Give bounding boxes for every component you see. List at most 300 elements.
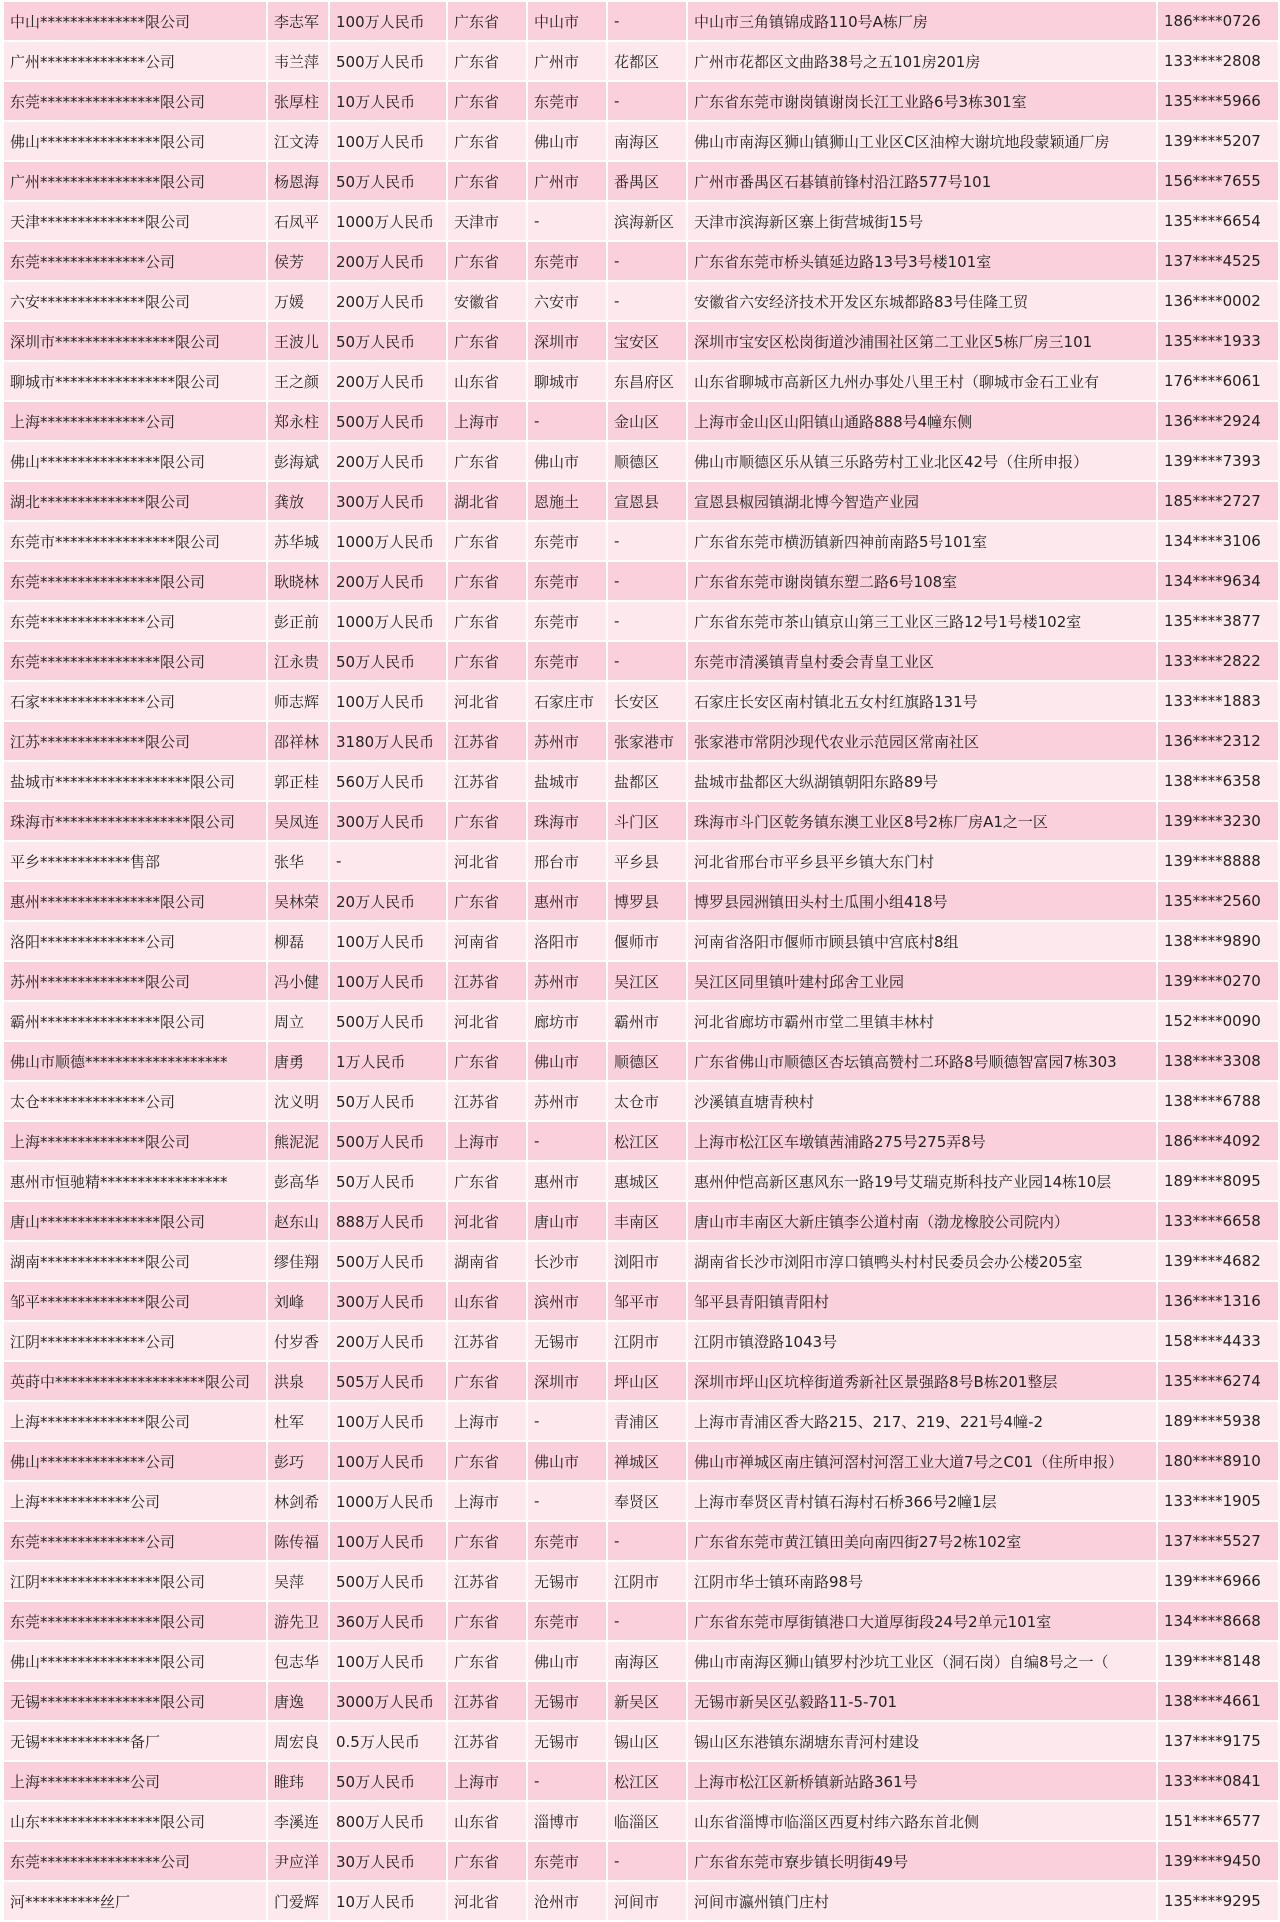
address-cell: 张家港市常阴沙现代农业示范园区常南社区: [687, 721, 1157, 761]
province-cell: 广东省: [447, 1641, 527, 1681]
reg-capital-cell: 30万人民币: [329, 1841, 447, 1881]
city-cell: 无锡市: [527, 1321, 607, 1361]
district-cell: 丰南区: [607, 1201, 687, 1241]
district-cell: 新吴区: [607, 1681, 687, 1721]
address-cell: 广东省东莞市茶山镇京山第三工业区三路12号1号楼102室: [687, 601, 1157, 641]
legal-rep-cell: 邵祥林: [267, 721, 329, 761]
table-row: [3, 761, 1279, 801]
district-cell: -: [607, 601, 687, 641]
table-row: [3, 1001, 1279, 1041]
province-cell: 广东省: [447, 161, 527, 201]
city-cell: 广州市: [527, 161, 607, 201]
city-cell: 惠州市: [527, 1161, 607, 1201]
district-cell: 盐都区: [607, 761, 687, 801]
reg-capital-cell: 200万人民币: [329, 561, 447, 601]
legal-rep-cell: 彭高华: [267, 1161, 329, 1201]
address-cell: 河北省邢台市平乡县平乡镇大东门村: [687, 841, 1157, 881]
reg-capital-cell: 888万人民币: [329, 1201, 447, 1241]
reg-capital-cell: 10万人民币: [329, 81, 447, 121]
address-cell: 邹平县青阳镇青阳村: [687, 1281, 1157, 1321]
table-row: [3, 641, 1279, 681]
company-name-cell: 广州****************限公司: [3, 161, 267, 201]
phone-cell: 136****1316: [1157, 1281, 1279, 1321]
table-row: [3, 921, 1279, 961]
reg-capital-cell: 500万人民币: [329, 1241, 447, 1281]
phone-cell: 139****8888: [1157, 841, 1279, 881]
legal-rep-cell: 唐勇: [267, 1041, 329, 1081]
district-cell: 博罗县: [607, 881, 687, 921]
province-cell: 广东省: [447, 41, 527, 81]
district-cell: -: [607, 81, 687, 121]
phone-cell: 135****6654: [1157, 201, 1279, 241]
city-cell: 佛山市: [527, 1041, 607, 1081]
reg-capital-cell: 300万人民币: [329, 801, 447, 841]
city-cell: 佛山市: [527, 1641, 607, 1681]
city-cell: -: [527, 1121, 607, 1161]
district-cell: 偃师市: [607, 921, 687, 961]
city-cell: 佛山市: [527, 1441, 607, 1481]
district-cell: 花都区: [607, 41, 687, 81]
company-name-cell: 霸州****************限公司: [3, 1001, 267, 1041]
reg-capital-cell: 360万人民币: [329, 1601, 447, 1641]
phone-cell: 189****5938: [1157, 1401, 1279, 1441]
address-cell: 广东省东莞市横沥镇新四神前南路5号101室: [687, 521, 1157, 561]
phone-cell: 138****4661: [1157, 1681, 1279, 1721]
province-cell: 广东省: [447, 1601, 527, 1641]
phone-cell: 139****7393: [1157, 441, 1279, 481]
company-name-cell: 广州**************公司: [3, 41, 267, 81]
company-name-cell: 英莳中********************限公司: [3, 1361, 267, 1401]
legal-rep-cell: 缪佳翔: [267, 1241, 329, 1281]
company-name-cell: 山东****************限公司: [3, 1801, 267, 1841]
province-cell: 上海市: [447, 1401, 527, 1441]
company-name-cell: 东莞**************公司: [3, 241, 267, 281]
city-cell: 东莞市: [527, 641, 607, 681]
legal-rep-cell: 赵东山: [267, 1201, 329, 1241]
reg-capital-cell: 100万人民币: [329, 1441, 447, 1481]
province-cell: 江苏省: [447, 1081, 527, 1121]
address-cell: 安徽省六安经济技术开发区东城都路83号佳隆工贸: [687, 281, 1157, 321]
reg-capital-cell: 1000万人民币: [329, 1481, 447, 1521]
city-cell: 唐山市: [527, 1201, 607, 1241]
table-row: [3, 1841, 1279, 1881]
table-row: [3, 361, 1279, 401]
city-cell: -: [527, 1481, 607, 1521]
phone-cell: 134****8668: [1157, 1601, 1279, 1641]
reg-capital-cell: 200万人民币: [329, 241, 447, 281]
district-cell: -: [607, 1521, 687, 1561]
province-cell: 河南省: [447, 921, 527, 961]
phone-cell: 133****1905: [1157, 1481, 1279, 1521]
district-cell: 浏阳市: [607, 1241, 687, 1281]
phone-cell: 138****6788: [1157, 1081, 1279, 1121]
city-cell: 六安市: [527, 281, 607, 321]
company-name-cell: 无锡****************限公司: [3, 1681, 267, 1721]
reg-capital-cell: 1000万人民币: [329, 521, 447, 561]
table-row: [3, 1761, 1279, 1801]
table-row: [3, 1521, 1279, 1561]
company-name-cell: 洛阳**************公司: [3, 921, 267, 961]
table-row: [3, 1281, 1279, 1321]
table-row: [3, 481, 1279, 521]
phone-cell: 133****2822: [1157, 641, 1279, 681]
district-cell: 松江区: [607, 1761, 687, 1801]
province-cell: 河北省: [447, 1201, 527, 1241]
district-cell: 金山区: [607, 401, 687, 441]
province-cell: 上海市: [447, 401, 527, 441]
legal-rep-cell: 江永贵: [267, 641, 329, 681]
district-cell: -: [607, 521, 687, 561]
province-cell: 江苏省: [447, 761, 527, 801]
company-name-cell: 湖南**************限公司: [3, 1241, 267, 1281]
legal-rep-cell: 杨恩海: [267, 161, 329, 201]
table-row: [3, 881, 1279, 921]
table-row: [3, 1881, 1279, 1921]
district-cell: 锡山区: [607, 1721, 687, 1761]
company-name-cell: 东莞**************公司: [3, 1521, 267, 1561]
city-cell: 东莞市: [527, 1841, 607, 1881]
legal-rep-cell: 王之颜: [267, 361, 329, 401]
district-cell: 禅城区: [607, 1441, 687, 1481]
table-row: [3, 1561, 1279, 1601]
table-row: [3, 1081, 1279, 1121]
legal-rep-cell: 郑永柱: [267, 401, 329, 441]
district-cell: 河间市: [607, 1881, 687, 1921]
reg-capital-cell: 500万人民币: [329, 1121, 447, 1161]
table-row: [3, 721, 1279, 761]
legal-rep-cell: 李志军: [267, 1, 329, 41]
reg-capital-cell: 1000万人民币: [329, 201, 447, 241]
province-cell: 江苏省: [447, 1561, 527, 1601]
reg-capital-cell: 800万人民币: [329, 1801, 447, 1841]
table-row: [3, 561, 1279, 601]
city-cell: 邢台市: [527, 841, 607, 881]
phone-cell: 186****4092: [1157, 1121, 1279, 1161]
address-cell: 佛山市禅城区南庄镇河滘村河滘工业大道7号之C01（住所申报）: [687, 1441, 1157, 1481]
province-cell: 江苏省: [447, 1721, 527, 1761]
province-cell: 广东省: [447, 1361, 527, 1401]
phone-cell: 137****5527: [1157, 1521, 1279, 1561]
company-name-cell: 天津**************限公司: [3, 201, 267, 241]
address-cell: 广东省东莞市厚街镇港口大道厚街段24号2单元101室: [687, 1601, 1157, 1641]
legal-rep-cell: 游先卫: [267, 1601, 329, 1641]
city-cell: 无锡市: [527, 1681, 607, 1721]
table-row: [3, 201, 1279, 241]
address-cell: 河南省洛阳市偃师市顾县镇中宫底村8组: [687, 921, 1157, 961]
district-cell: 东昌府区: [607, 361, 687, 401]
address-cell: 江阴市华士镇环南路98号: [687, 1561, 1157, 1601]
district-cell: -: [607, 1841, 687, 1881]
legal-rep-cell: 杜军: [267, 1401, 329, 1441]
district-cell: 临淄区: [607, 1801, 687, 1841]
district-cell: 张家港市: [607, 721, 687, 761]
reg-capital-cell: 0.5万人民币: [329, 1721, 447, 1761]
city-cell: 洛阳市: [527, 921, 607, 961]
company-name-cell: 六安**************限公司: [3, 281, 267, 321]
address-cell: 上海市金山区山阳镇山通路888号4幢东侧: [687, 401, 1157, 441]
address-cell: 广州市花都区文曲路38号之五101房201房: [687, 41, 1157, 81]
city-cell: 无锡市: [527, 1561, 607, 1601]
address-cell: 深圳市坪山区坑梓街道秀新社区景强路8号B栋201整层: [687, 1361, 1157, 1401]
city-cell: 佛山市: [527, 121, 607, 161]
district-cell: 番禺区: [607, 161, 687, 201]
table-row: [3, 1601, 1279, 1641]
province-cell: 广东省: [447, 641, 527, 681]
reg-capital-cell: 200万人民币: [329, 361, 447, 401]
district-cell: 顺德区: [607, 1041, 687, 1081]
reg-capital-cell: 300万人民币: [329, 481, 447, 521]
legal-rep-cell: 郭正桂: [267, 761, 329, 801]
city-cell: 东莞市: [527, 1521, 607, 1561]
address-cell: 天津市滨海新区寨上街营城街15号: [687, 201, 1157, 241]
company-name-cell: 湖北**************限公司: [3, 481, 267, 521]
phone-cell: 135****3877: [1157, 601, 1279, 641]
city-cell: 佛山市: [527, 441, 607, 481]
company-name-cell: 河**********丝厂: [3, 1881, 267, 1921]
company-name-cell: 惠州市恒驰精*****************: [3, 1161, 267, 1201]
city-cell: 廊坊市: [527, 1001, 607, 1041]
company-name-cell: 东莞****************限公司: [3, 1601, 267, 1641]
legal-rep-cell: 刘峰: [267, 1281, 329, 1321]
company-name-cell: 上海************公司: [3, 1481, 267, 1521]
address-cell: 山东省聊城市高新区九州办事处八里王村（聊城市金石工业有: [687, 361, 1157, 401]
province-cell: 广东省: [447, 561, 527, 601]
phone-cell: 136****2312: [1157, 721, 1279, 761]
table-row: [3, 321, 1279, 361]
reg-capital-cell: 100万人民币: [329, 681, 447, 721]
phone-cell: 138****3308: [1157, 1041, 1279, 1081]
table-row: [3, 161, 1279, 201]
reg-capital-cell: 1万人民币: [329, 1041, 447, 1081]
province-cell: 广东省: [447, 1161, 527, 1201]
legal-rep-cell: 彭巧: [267, 1441, 329, 1481]
legal-rep-cell: 冯小健: [267, 961, 329, 1001]
district-cell: 江阴市: [607, 1561, 687, 1601]
phone-cell: 139****4682: [1157, 1241, 1279, 1281]
province-cell: 广东省: [447, 1521, 527, 1561]
legal-rep-cell: 付岁香: [267, 1321, 329, 1361]
province-cell: 广东省: [447, 521, 527, 561]
phone-cell: 135****5966: [1157, 81, 1279, 121]
district-cell: 南海区: [607, 121, 687, 161]
table-row: [3, 801, 1279, 841]
legal-rep-cell: 门爱辉: [267, 1881, 329, 1921]
district-cell: 江阴市: [607, 1321, 687, 1361]
province-cell: 上海市: [447, 1121, 527, 1161]
reg-capital-cell: 100万人民币: [329, 921, 447, 961]
legal-rep-cell: 张华: [267, 841, 329, 881]
province-cell: 安徽省: [447, 281, 527, 321]
company-name-cell: 石家**************公司: [3, 681, 267, 721]
district-cell: 松江区: [607, 1121, 687, 1161]
table-row: [3, 1241, 1279, 1281]
reg-capital-cell: 500万人民币: [329, 41, 447, 81]
reg-capital-cell: 100万人民币: [329, 1521, 447, 1561]
phone-cell: 136****2924: [1157, 401, 1279, 441]
legal-rep-cell: 苏华城: [267, 521, 329, 561]
address-cell: 广东省东莞市黄江镇田美向南四街27号2栋102室: [687, 1521, 1157, 1561]
legal-rep-cell: 王波儿: [267, 321, 329, 361]
city-cell: 滨州市: [527, 1281, 607, 1321]
phone-cell: 138****9890: [1157, 921, 1279, 961]
phone-cell: 139****0270: [1157, 961, 1279, 1001]
phone-cell: 158****4433: [1157, 1321, 1279, 1361]
company-name-cell: 佛山市顺德*******************: [3, 1041, 267, 1081]
reg-capital-cell: 50万人民币: [329, 161, 447, 201]
district-cell: 太仓市: [607, 1081, 687, 1121]
legal-rep-cell: 吴林荣: [267, 881, 329, 921]
company-table: [2, 0, 1280, 1922]
legal-rep-cell: 洪泉: [267, 1361, 329, 1401]
reg-capital-cell: 20万人民币: [329, 881, 447, 921]
table-row: [3, 1401, 1279, 1441]
address-cell: 东莞市清溪镇青皇村委会青皇工业区: [687, 641, 1157, 681]
company-name-cell: 上海**************限公司: [3, 1121, 267, 1161]
company-name-cell: 东莞****************公司: [3, 1841, 267, 1881]
company-name-cell: 珠海市******************限公司: [3, 801, 267, 841]
address-cell: 佛山市南海区狮山镇狮山工业区C区油榨大谢坑地段蒙颖通厂房: [687, 121, 1157, 161]
address-cell: 河北省廊坊市霸州市堂二里镇丰林村: [687, 1001, 1157, 1041]
city-cell: 东莞市: [527, 241, 607, 281]
reg-capital-cell: 100万人民币: [329, 1401, 447, 1441]
legal-rep-cell: 江文涛: [267, 121, 329, 161]
district-cell: 宝安区: [607, 321, 687, 361]
reg-capital-cell: 10万人民币: [329, 1881, 447, 1921]
province-cell: 广东省: [447, 801, 527, 841]
address-cell: 山东省淄博市临淄区西夏村纬六路东首北侧: [687, 1801, 1157, 1841]
city-cell: -: [527, 401, 607, 441]
province-cell: 湖北省: [447, 481, 527, 521]
phone-cell: 189****8095: [1157, 1161, 1279, 1201]
reg-capital-cell: 50万人民币: [329, 1161, 447, 1201]
province-cell: 上海市: [447, 1481, 527, 1521]
province-cell: 河北省: [447, 1001, 527, 1041]
legal-rep-cell: 周立: [267, 1001, 329, 1041]
table-row: [3, 521, 1279, 561]
company-name-cell: 东莞**************公司: [3, 601, 267, 641]
district-cell: 奉贤区: [607, 1481, 687, 1521]
company-name-cell: 平乡************售部: [3, 841, 267, 881]
legal-rep-cell: 熊泥泥: [267, 1121, 329, 1161]
phone-cell: 133****2808: [1157, 41, 1279, 81]
city-cell: 珠海市: [527, 801, 607, 841]
city-cell: 中山市: [527, 1, 607, 41]
legal-rep-cell: 张厚柱: [267, 81, 329, 121]
table-body: [3, 1, 1279, 1921]
company-name-cell: 上海**************公司: [3, 401, 267, 441]
reg-capital-cell: 100万人民币: [329, 961, 447, 1001]
address-cell: 佛山市顺德区乐从镇三乐路劳村工业北区42号（住所申报）: [687, 441, 1157, 481]
address-cell: 上海市青浦区香大路215、217、219、221号4幢-2: [687, 1401, 1157, 1441]
city-cell: 沧州市: [527, 1881, 607, 1921]
address-cell: 宣恩县椒园镇湖北博今智造产业园: [687, 481, 1157, 521]
city-cell: 盐城市: [527, 761, 607, 801]
phone-cell: 135****1933: [1157, 321, 1279, 361]
table-row: [3, 841, 1279, 881]
province-cell: 广东省: [447, 241, 527, 281]
province-cell: 山东省: [447, 1801, 527, 1841]
address-cell: 广东省东莞市桥头镇延边路13号3号楼101室: [687, 241, 1157, 281]
table-row: [3, 1641, 1279, 1681]
reg-capital-cell: 3180万人民币: [329, 721, 447, 761]
table-row: [3, 1481, 1279, 1521]
table-row: [3, 1121, 1279, 1161]
district-cell: 南海区: [607, 1641, 687, 1681]
phone-cell: 133****0841: [1157, 1761, 1279, 1801]
city-cell: -: [527, 1401, 607, 1441]
company-name-cell: 苏州**************限公司: [3, 961, 267, 1001]
table-row: [3, 1041, 1279, 1081]
company-name-cell: 邹平**************限公司: [3, 1281, 267, 1321]
city-cell: -: [527, 201, 607, 241]
phone-cell: 139****5207: [1157, 121, 1279, 161]
company-name-cell: 深圳市****************限公司: [3, 321, 267, 361]
reg-capital-cell: 50万人民币: [329, 321, 447, 361]
table-row: [3, 1321, 1279, 1361]
company-name-cell: 佛山**************公司: [3, 1441, 267, 1481]
phone-cell: 135****9295: [1157, 1881, 1279, 1921]
phone-cell: 133****6658: [1157, 1201, 1279, 1241]
city-cell: -: [527, 1761, 607, 1801]
district-cell: 滨海新区: [607, 201, 687, 241]
table-row: [3, 1681, 1279, 1721]
legal-rep-cell: 周宏良: [267, 1721, 329, 1761]
address-cell: 珠海市斗门区乾务镇东澳工业区8号2栋厂房A1之一区: [687, 801, 1157, 841]
city-cell: 恩施土: [527, 481, 607, 521]
company-name-cell: 中山**************限公司: [3, 1, 267, 41]
address-cell: 佛山市南海区狮山镇罗村沙坑工业区（洞石岗）自编8号之一（: [687, 1641, 1157, 1681]
province-cell: 广东省: [447, 321, 527, 361]
address-cell: 广东省东莞市寮步镇长明街49号: [687, 1841, 1157, 1881]
phone-cell: 186****0726: [1157, 1, 1279, 41]
phone-cell: 133****1883: [1157, 681, 1279, 721]
table-row: [3, 241, 1279, 281]
address-cell: 上海市奉贤区青村镇石海村石桥366号2幢1层: [687, 1481, 1157, 1521]
table-row: [3, 441, 1279, 481]
phone-cell: 180****8910: [1157, 1441, 1279, 1481]
company-name-cell: 江阴****************限公司: [3, 1561, 267, 1601]
legal-rep-cell: 万媛: [267, 281, 329, 321]
legal-rep-cell: 林剑希: [267, 1481, 329, 1521]
city-cell: 长沙市: [527, 1241, 607, 1281]
address-cell: 广东省佛山市顺德区杏坛镇高赞村二环路8号顺德智富园7栋303: [687, 1041, 1157, 1081]
legal-rep-cell: 彭正前: [267, 601, 329, 641]
phone-cell: 135****6274: [1157, 1361, 1279, 1401]
company-name-cell: 江阴**************公司: [3, 1321, 267, 1361]
company-name-cell: 佛山****************限公司: [3, 121, 267, 161]
table-row: [3, 1801, 1279, 1841]
table-row: [3, 1441, 1279, 1481]
legal-rep-cell: 吴凤连: [267, 801, 329, 841]
company-name-cell: 东莞****************限公司: [3, 81, 267, 121]
legal-rep-cell: 唐逸: [267, 1681, 329, 1721]
district-cell: 惠城区: [607, 1161, 687, 1201]
legal-rep-cell: 师志辉: [267, 681, 329, 721]
district-cell: 吴江区: [607, 961, 687, 1001]
province-cell: 湖南省: [447, 1241, 527, 1281]
phone-cell: 137****9175: [1157, 1721, 1279, 1761]
district-cell: -: [607, 281, 687, 321]
address-cell: 广州市番禺区石碁镇前锋村沿江路577号101: [687, 161, 1157, 201]
province-cell: 广东省: [447, 1841, 527, 1881]
reg-capital-cell: 500万人民币: [329, 1561, 447, 1601]
city-cell: 东莞市: [527, 521, 607, 561]
district-cell: 坪山区: [607, 1361, 687, 1401]
district-cell: 青浦区: [607, 1401, 687, 1441]
legal-rep-cell: 彭海斌: [267, 441, 329, 481]
table-row: [3, 1361, 1279, 1401]
phone-cell: 134****3106: [1157, 521, 1279, 561]
